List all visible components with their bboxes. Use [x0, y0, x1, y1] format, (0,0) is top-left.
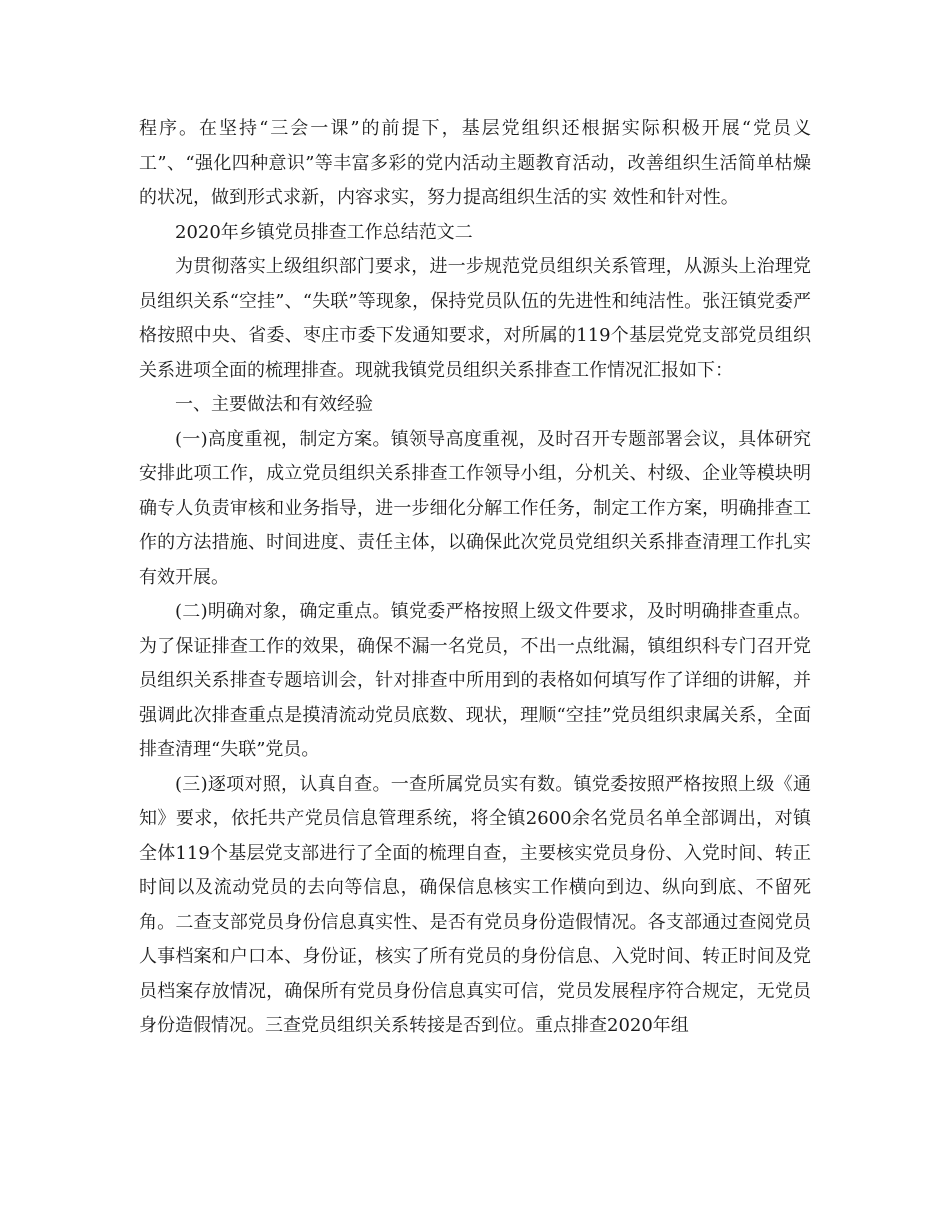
section-heading-fanwen-er: 2020年乡镇党员排查工作总结范文二 [175, 221, 473, 243]
document-body [139, 112, 811, 1044]
section-heading-main-practices: 一、主要做法和有效经验 [175, 394, 373, 415]
paragraph-item-3: (三)逐项对照，认真自查。一查所属党员实有数。镇党委按照严格按照上级《通知》要求，依托共产党员信息管理系统，将全镇2600余名党员名单全部调出，对镇全体119个基层党支部进行了全面的梳理自查，主要核实党员身份、入党时间、转正时间以及流动党员的去向等信息，确保信息核实工作横向到边、纵向到底、不留死角。二查支部党员身份信息真实性、是否有党员身份造假情况。各支部通过查阅党员人事档案和户口本、身份证，核实了所有党员的身份信息、入党时间、转正时间及党员档案存放情况，确保所有党员身份信息真实可信，党员发展程序符合规定，无党员身份造假情况。三查党员组织关系转接是否到位。重点排查2020年组 [139, 773, 811, 1036]
paragraph-item-1: (一)高度重视，制定方案。镇领导高度重视，及时召开专题部署会议，具体研究安排此项工作，成立党员组织关系排查工作领导小组，分机关、村级、企业等模块明确专人负责审核和业务指导，进一步细化分解工作任务，制定工作方案，明确排查工作的方法措施、时间进度、责任主体，以确保此次党员党组织关系排查清理工作扎实有效开展。 [139, 428, 811, 588]
paragraph-continuation: 程序。在坚持“三会一课”的前提下，基层党组织还根据实际积极开展“党员义工”、“强化四种意识”等丰富多彩的党内活动主题教育活动，改善组织生活简单枯燥的状况，做到形式求新，内容求实，努力提高组织生活的实 效性和针对性。 [139, 118, 811, 208]
paragraph-item-2: (二)明确对象，确定重点。镇党委严格按照上级文件要求，及时明确排查重点。为了保证排查工作的效果，确保不漏一名党员，不出一点纰漏，镇组织科专门召开党员组织关系排查专题培训会，针对排查中所用到的表格如何填写作了详细的讲解，并强调此次排查重点是摸清流动党员底数、现状，理顺“空挂”党员组织隶属关系，全面排查清理“失联”党员。 [139, 601, 811, 760]
paragraph-intro: 为贯彻落实上级组织部门要求，进一步规范党员组织关系管理，从源头上治理党员组织关系“空挂”、“失联”等现象，保持党员队伍的先进性和纯洁性。张汪镇党委严格按照中央、省委、枣庄市委下发通知要求，对所属的119个基层党党支部党员组织关系进项全面的梳理排查。现就我镇党员组织关系排查工作情况汇报如下： [139, 256, 811, 381]
